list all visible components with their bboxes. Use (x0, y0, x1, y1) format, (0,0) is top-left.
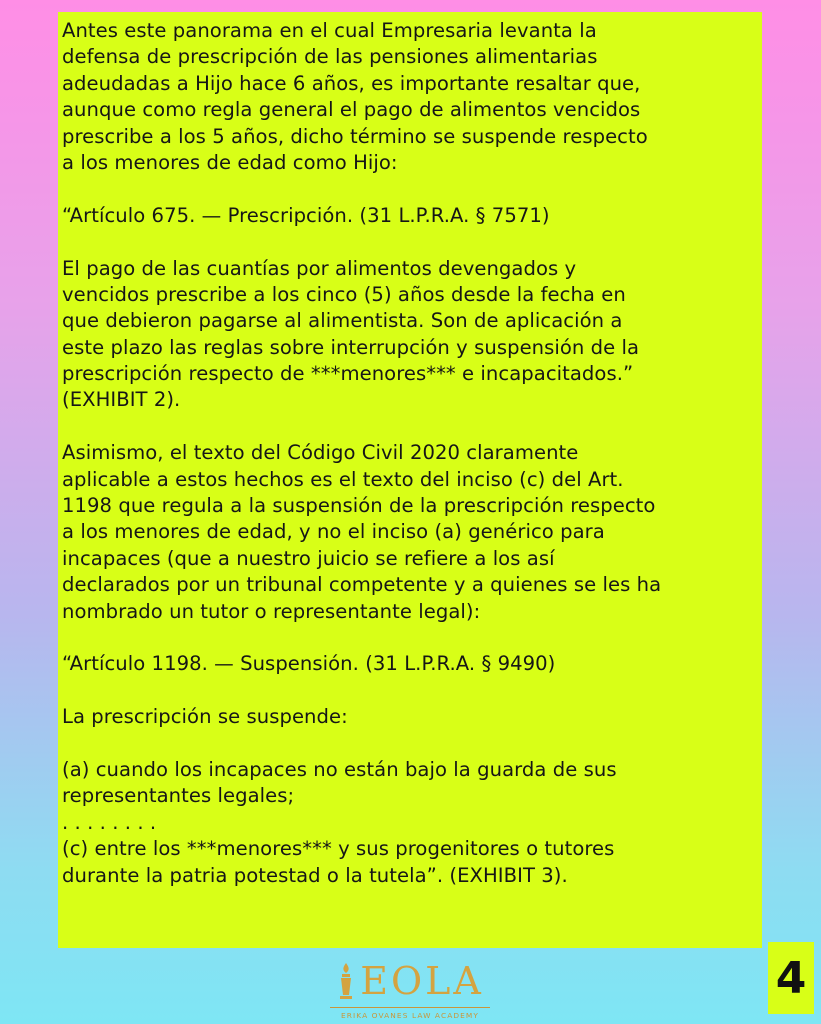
text-line: aunque como regla general el pago de alimentos vencidos (62, 98, 641, 122)
logo-wordmark: EOLA (360, 959, 484, 1003)
paragraph-article-1198-heading (62, 651, 762, 677)
text-line: vencidos prescribe a los cinco (5) años desde la fecha en (62, 282, 626, 306)
logo-mark (336, 960, 484, 1002)
logo-subtitle: ERIKA OVANES LAW ACADEMY (330, 1007, 490, 1020)
text-line: este plazo las reglas sobre interrupción y suspensión de la (62, 335, 640, 359)
paragraph-intro (62, 18, 762, 176)
text-line: defensa de prescripción de las pensiones alimentarias (62, 45, 598, 69)
text-line: aplicable a estos hechos es el texto del inciso (c) del Art. (62, 467, 624, 491)
text-line: incapaces (que a nuestro juicio se refiere a los así (62, 546, 555, 570)
paragraph-gap (62, 229, 762, 255)
text-line: prescribe a los 5 años, dicho término se suspende respecto (62, 124, 648, 148)
paragraph-article-675-body (62, 256, 762, 414)
text-line: El pago de las cuantías por alimentos devengados y (62, 256, 577, 280)
text-line: 1198 que regula a la suspensión de la prescripción respecto (62, 494, 656, 518)
text-line: (a) cuando los incapaces no están bajo la guarda de sus (62, 757, 617, 781)
paragraph-article-675-heading (62, 203, 762, 229)
text-line: . . . . . . . . (62, 810, 157, 834)
paragraph-codigo-civil (62, 440, 762, 625)
text-line: que debieron pagarse al alimentista. Son de aplicación a (62, 309, 623, 333)
page-number: 4 (775, 952, 807, 1004)
paragraph-gap (62, 731, 762, 757)
text-line: adeudadas a Hijo hace 6 años, es importante resaltar que, (62, 71, 641, 95)
text-line: representantes legales; (62, 784, 295, 808)
text-line: Antes este panorama en el cual Empresaria levanta la (62, 19, 597, 42)
text-line: Asimismo, el texto del Código Civil 2020 claramente (62, 441, 579, 465)
text-line: (c) entre los ***menores*** y sus progenitores o tutores (62, 837, 615, 861)
eola-logo (330, 960, 490, 1022)
text-line: “Artículo 675. — Prescripción. (31 L.P.R.A. § 7571) (62, 203, 550, 227)
text-line: nombrado un tutor o representante legal): (62, 599, 481, 623)
text-line: declarados por un tribunal competente y a quienes se les ha (62, 573, 662, 597)
text-line: “Artículo 1198. — Suspensión. (31 L.P.R.A. § 9490) (62, 652, 556, 676)
paragraph-gap (62, 678, 762, 704)
lamp-icon (336, 961, 356, 1001)
paragraph-gap (62, 625, 762, 651)
paragraph-suspension-intro (62, 704, 762, 730)
text-line: durante la patria potestad o la tutela”. (EXHIBIT 3). (62, 863, 568, 887)
paragraph-suspension-items (62, 757, 762, 889)
paragraph-gap (62, 414, 762, 440)
paragraph-gap (62, 176, 762, 202)
text-line: (EXHIBIT 2). (62, 388, 181, 412)
text-line: La prescripción se suspende: (62, 705, 348, 729)
text-line: a los menores de edad, y no el inciso (a) genérico para (62, 520, 605, 544)
text-panel (58, 12, 762, 948)
page-number-badge (768, 942, 814, 1014)
text-line: prescripción respecto de ***menores*** e incapacitados.” (62, 362, 634, 386)
text-line: a los menores de edad como Hijo: (62, 150, 398, 174)
